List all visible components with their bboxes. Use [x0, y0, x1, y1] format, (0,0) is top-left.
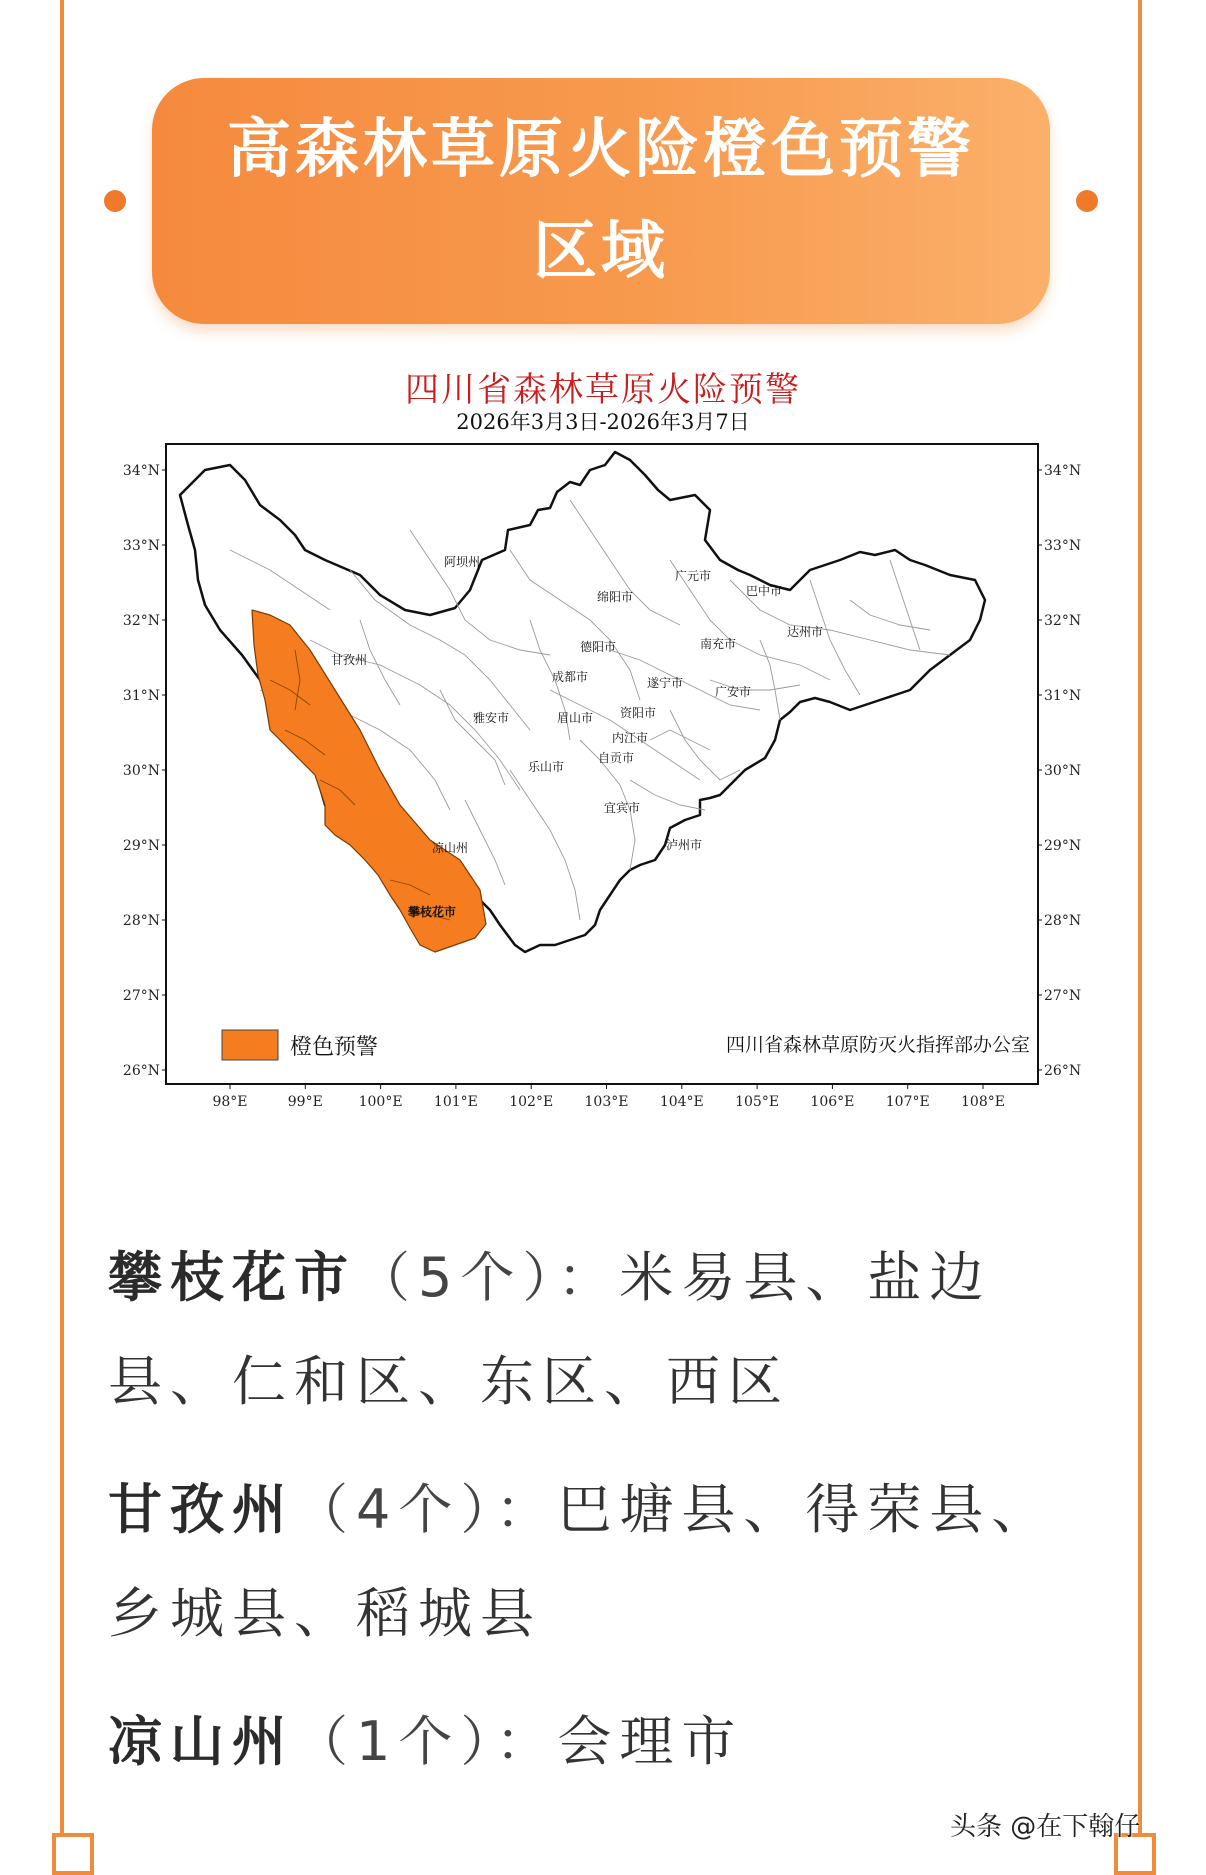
place-label-deyang: 德阳市 — [580, 640, 617, 654]
lon-tick-label: 106°E — [810, 1094, 855, 1110]
lon-tick-label: 102°E — [509, 1094, 554, 1110]
frame-left-border — [60, 0, 64, 1873]
frame-corner-bottom-left — [52, 1833, 94, 1875]
place-label-mianyang: 绵阳市 — [597, 590, 634, 604]
lat-tick-label-right: 32°N — [1044, 613, 1082, 629]
banner-title-line-1: 高森林草原火险橙色预警 — [227, 113, 975, 187]
lat-tick-label-left: 31°N — [122, 688, 160, 704]
lat-tick-label-right: 34°N — [1044, 463, 1082, 479]
lat-tick-label-left: 29°N — [122, 838, 160, 854]
issuer-label: 四川省森林草原防灭火指挥部办公室 — [725, 1034, 1030, 1056]
place-label-nanchong: 南充市 — [700, 637, 737, 651]
lon-tick-label: 107°E — [885, 1094, 930, 1110]
place-label-neijiang: 内江市 — [612, 731, 649, 745]
lat-tick-label-left: 27°N — [122, 988, 160, 1004]
lat-tick-label-left: 33°N — [122, 538, 160, 554]
lon-tick-label: 100°E — [358, 1094, 403, 1110]
lon-tick-label: 104°E — [659, 1094, 704, 1110]
region-count: （1个） — [294, 1710, 496, 1773]
sichuan-warning-map — [110, 440, 1090, 1140]
region-count: （5个） — [356, 1246, 558, 1309]
region-liangshan — [108, 1690, 1098, 1794]
lat-tick-label-right: 27°N — [1044, 988, 1082, 1004]
region-name: 攀枝花市 — [108, 1246, 356, 1309]
title-banner — [152, 78, 1050, 324]
region-areas: 米易县、盐边县、仁和区、东区、西区 — [108, 1246, 992, 1413]
lat-tick-label-left: 34°N — [122, 463, 160, 479]
lon-tick-label: 101°E — [433, 1094, 478, 1110]
place-label-chengdu: 成都市 — [552, 670, 589, 684]
place-label-panzhihua: 攀枝花市 — [408, 905, 457, 919]
region-separator: ： — [495, 1478, 558, 1541]
place-label-zigong: 自贡市 — [598, 751, 635, 765]
banner-title-line-2: 区域 — [533, 215, 669, 289]
region-panzhihua — [108, 1226, 1098, 1434]
legend-label: 橙色预警 — [290, 1035, 379, 1060]
lat-tick-label-right: 30°N — [1044, 763, 1082, 779]
place-label-aba: 阿坝州 — [444, 555, 481, 569]
place-label-guangan: 广安市 — [715, 685, 752, 699]
region-separator: ： — [557, 1246, 620, 1309]
place-label-dazhou: 达州市 — [787, 625, 824, 639]
lat-tick-label-right: 31°N — [1044, 688, 1082, 704]
legend-swatch-orange — [222, 1030, 278, 1060]
lat-tick-label-right: 33°N — [1044, 538, 1082, 554]
lon-tick-label: 99°E — [287, 1094, 323, 1110]
lon-tick-label: 105°E — [735, 1094, 780, 1110]
place-label-ganzi: 甘孜州 — [331, 653, 368, 667]
frame-right-border — [1138, 0, 1142, 1873]
place-label-luzhou: 泸州市 — [666, 838, 703, 852]
place-label-guangyuan: 广元市 — [675, 569, 712, 583]
region-name: 甘孜州 — [108, 1478, 294, 1541]
lat-tick-label-right: 29°N — [1044, 838, 1082, 854]
place-label-meishan: 眉山市 — [557, 711, 594, 725]
map-title: 四川省森林草原火险预警 — [405, 370, 801, 410]
lat-tick-label-left: 30°N — [122, 763, 160, 779]
lat-tick-label-right: 26°N — [1044, 1063, 1082, 1079]
place-label-yaan: 雅安市 — [473, 711, 510, 725]
lat-tick-label-left: 32°N — [122, 613, 160, 629]
place-label-bazhong: 巴中市 — [746, 584, 783, 598]
place-label-yibin: 宜宾市 — [604, 801, 641, 815]
region-separator: ： — [495, 1710, 558, 1773]
decor-dot-right — [1076, 190, 1098, 212]
region-areas: 巴塘县、得荣县、乡城县、稻城县 — [108, 1478, 1054, 1645]
decor-dot-left — [104, 190, 126, 212]
lat-tick-label-left: 26°N — [122, 1063, 160, 1079]
lon-tick-label: 103°E — [584, 1094, 629, 1110]
lon-tick-label: 108°E — [961, 1094, 1005, 1110]
region-name: 凉山州 — [108, 1710, 294, 1773]
place-label-leshan: 乐山市 — [528, 760, 565, 774]
map-date-range: 2026年3月3日-2026年3月7日 — [456, 410, 750, 434]
lon-tick-label: 98°E — [212, 1094, 248, 1110]
place-label-ziyang: 资阳市 — [620, 706, 657, 720]
place-label-liangshan: 凉山州 — [432, 841, 469, 855]
place-label-suining: 遂宁市 — [647, 676, 684, 690]
lat-tick-label-right: 28°N — [1044, 913, 1082, 929]
region-ganzi — [108, 1458, 1098, 1666]
region-areas: 会理市 — [557, 1710, 744, 1773]
region-count: （4个） — [294, 1478, 496, 1541]
watermark: 头条 @在下翰仔 — [950, 1812, 1141, 1842]
lat-tick-label-left: 28°N — [122, 913, 160, 929]
